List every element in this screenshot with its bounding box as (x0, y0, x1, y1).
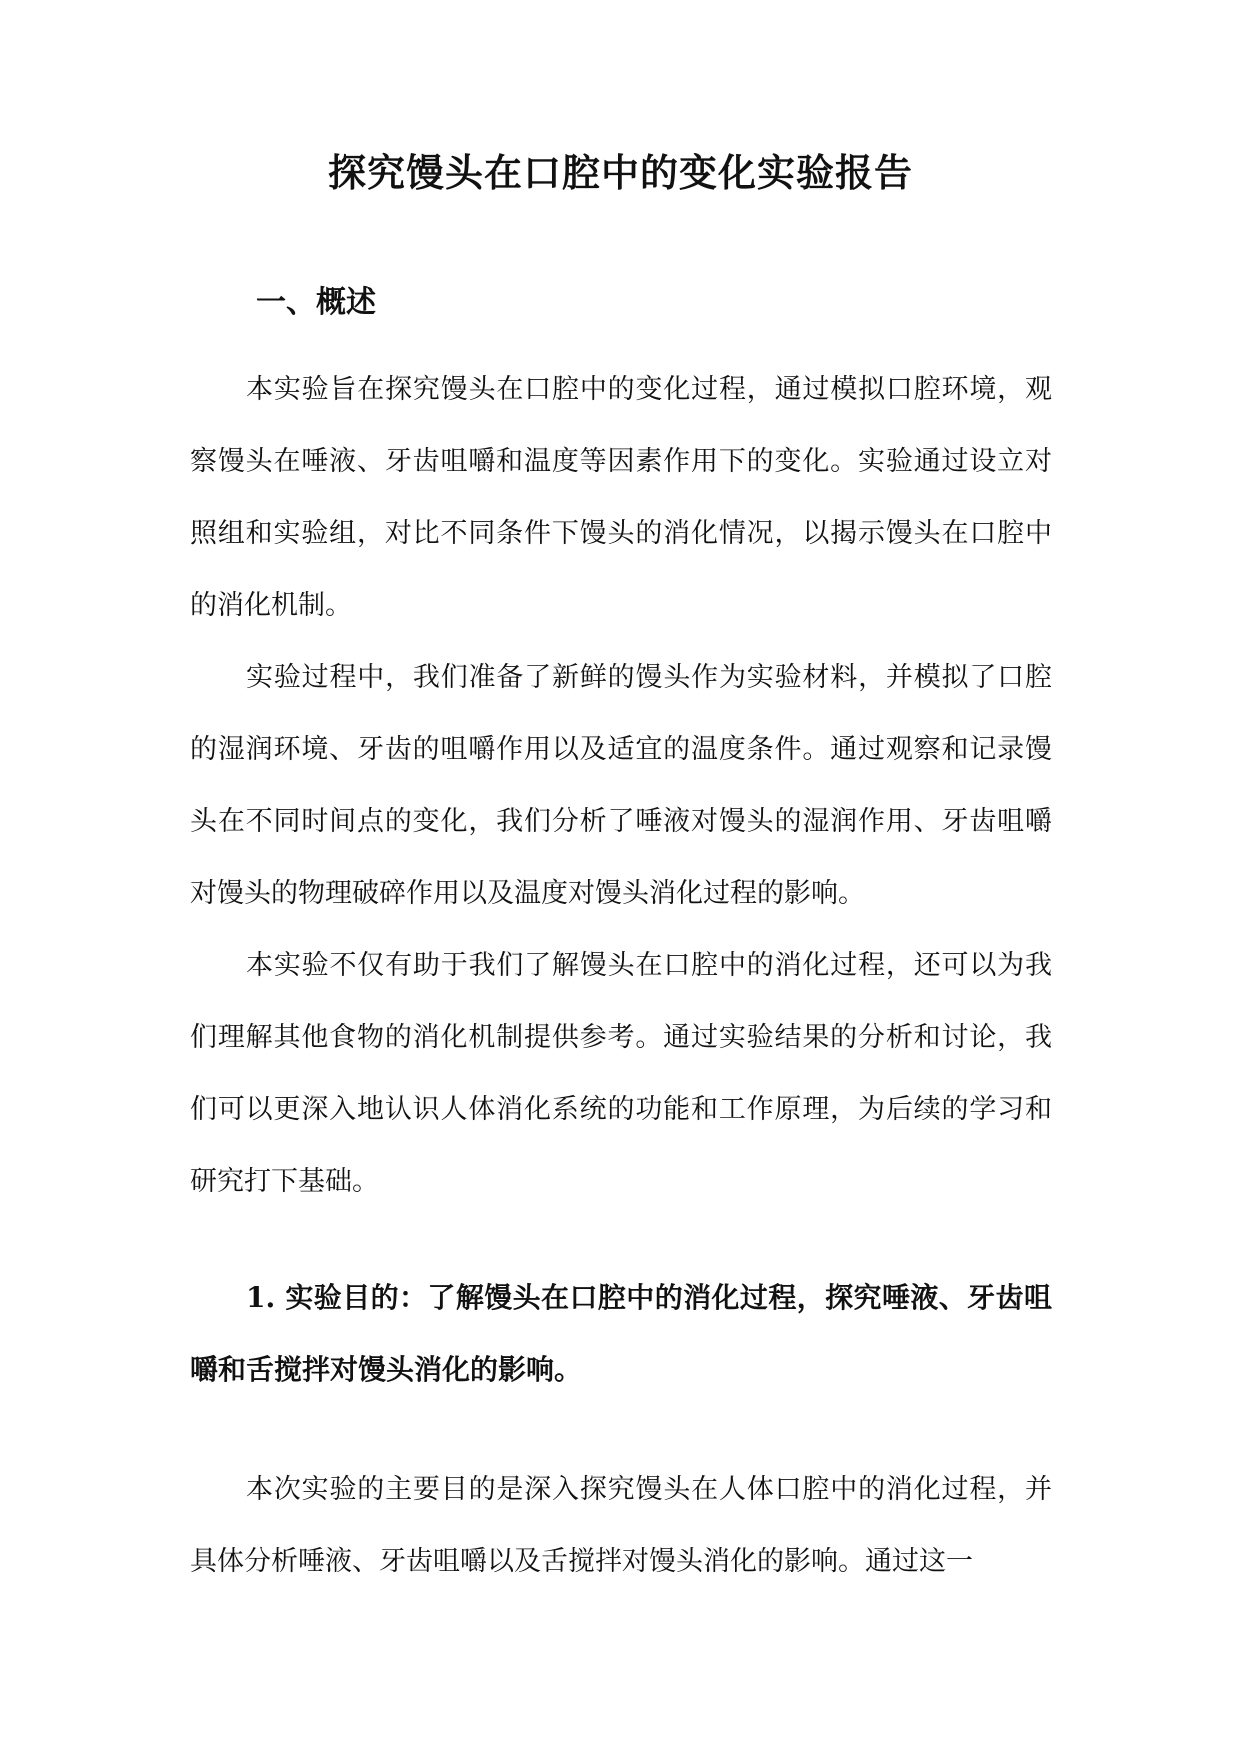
paragraph-experiment-purpose: 本次实验的主要目的是深入探究馒头在人体口腔中的消化过程，并具体分析唾液、牙齿咀嚼以及舌搅拌对馒头消化的影响。通过这一 (190, 1474, 1052, 1577)
paragraph-overview-2: 实验过程中，我们准备了新鲜的馒头作为实验材料，并模拟了口腔的湿润环境、牙齿的咀嚼作用以及适宜的温度条件。通过观察和记录馒头在不同时间点的变化，我们分析了唾液对馒头的湿润作用、牙齿咀嚼对馒头的物理破碎作用以及温度对馒头消化过程的影响。 (190, 662, 1052, 909)
section-heading-overview: 一、概述 (256, 285, 376, 320)
paragraph-overview-3: 本实验不仅有助于我们了解馒头在口腔中的消化过程，还可以为我们理解其他食物的消化机制提供参考。通过实验结果的分析和讨论，我们可以更深入地认识人体消化系统的功能和工作原理，为后续的学习和研究打下基础。 (190, 950, 1052, 1197)
subheading-experiment-purpose: 1. 实验目的：了解馒头在口腔中的消化过程，探究唾液、牙齿咀嚼和舌搅拌对馒头消化的影响。 (190, 1281, 1052, 1386)
paragraph-overview-1: 本实验旨在探究馒头在口腔中的变化过程，通过模拟口腔环境，观察馒头在唾液、牙齿咀嚼和温度等因素作用下的变化。实验通过设立对照组和实验组，对比不同条件下馒头的消化情况，以揭示馒头在口腔中的消化机制。 (190, 374, 1052, 621)
document-title: 探究馒头在口腔中的变化实验报告 (327, 150, 913, 195)
